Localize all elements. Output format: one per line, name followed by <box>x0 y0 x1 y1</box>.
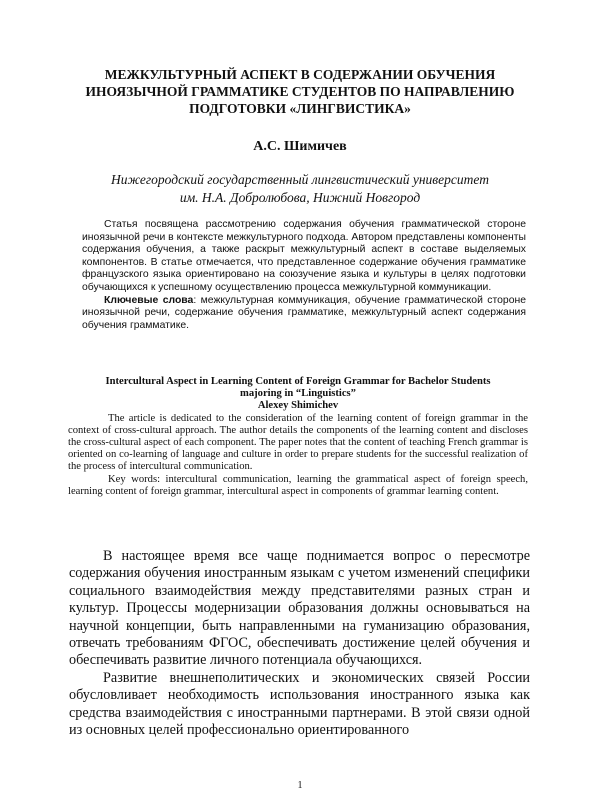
affiliation-line-1: Нижегородский государственный лингвистический университет <box>111 172 489 187</box>
english-title <box>68 376 528 400</box>
english-author: Alexey Shimichev <box>257 400 339 412</box>
author-name: А.С. Шимичев <box>253 139 347 154</box>
abstract-russian <box>82 219 526 332</box>
abstract-english <box>68 376 528 498</box>
affiliation-line-2: им. Н.А. Добролюбова, Нижний Новгород <box>179 190 421 205</box>
article-title: МЕЖКУЛЬТУРНЫЙ АСПЕКТ В СОДЕРЖАНИИ ОБУЧЕНИЯ ИНОЯЗЫЧНОЙ ГРАММАТИКЕ СТУДЕНТОВ ПО НАПРАВЛЕНИЮ ПОДГОТОВКИ «ЛИНГВИСТИКА» <box>85 67 515 116</box>
affiliation <box>0 171 600 207</box>
english-title-line-2: majoring in “Linguistics” <box>240 388 356 400</box>
body-paragraph-2: Развитие внешнеполитических и экономических связей России обусловливает необходимость использования иностранного языка как средства взаимодействия с иностранными партнерами. В этой связи одной из основных целей профессионально ориентированного <box>69 669 530 739</box>
keywords-russian-list: : межкультурная коммуникация, обучение грамматической стороне иноязычной речи, содержание обучения грамматике, межкультурный аспект содержания обучения грамматике. <box>82 294 526 331</box>
english-title-line-1: Intercultural Aspect in Learning Content of Foreign Grammar for Bachelor Students <box>105 376 491 387</box>
keywords-label: Ключевые слова <box>104 294 194 306</box>
english-keywords: Key words: intercultural communication, learning the grammatical aspect of foreign speech, learning content of foreign grammar, intercultural aspect in components of grammar learning content. <box>68 473 528 497</box>
keywords-russian <box>82 295 526 333</box>
page-number: 1 <box>297 780 303 791</box>
english-abstract-text: The article is dedicated to the consideration of the learning content of foreign grammar in the context of cross-cultural approach. The author details the components of the learning content and discloses the cross-cultural aspect of each component. The paper notes that the content of teaching French grammar is oriented on co-learning of language and culture in order to prepare students for the successful realization of the process of intercultural communication. <box>68 412 528 473</box>
abstract-russian-text: Статья посвящена рассмотрению содержания обучения грамматической стороне иноязычной речи в контексте межкультурного подхода. Автором представлены компоненты содержания обучения, а также раскрыт межкультурный аспект в составе выделяемых компонентов. В статье отмечается, что представленное содержание обучения грамматике французского языка ориентировано на союзучение языка и культуры в целях подготовки обучающихся к успешному осуществлению процесса межкультурной коммуникации. <box>82 219 526 293</box>
body-paragraph-1: В настоящее время все чаще поднимается вопрос о пересмотре содержания обучения иностранным языкам с учетом изменений специфики социального взаимодействия между представителями разных стран и культур. Процессы модернизации образования должны основываться на научной концепции, быть направленными на гуманизацию образования, отвечать требованиям ФГОС, обеспечивать достижение целей обучения и обеспечивать развитие личного потенциала обучающихся. <box>69 548 530 669</box>
body-text <box>69 548 530 739</box>
